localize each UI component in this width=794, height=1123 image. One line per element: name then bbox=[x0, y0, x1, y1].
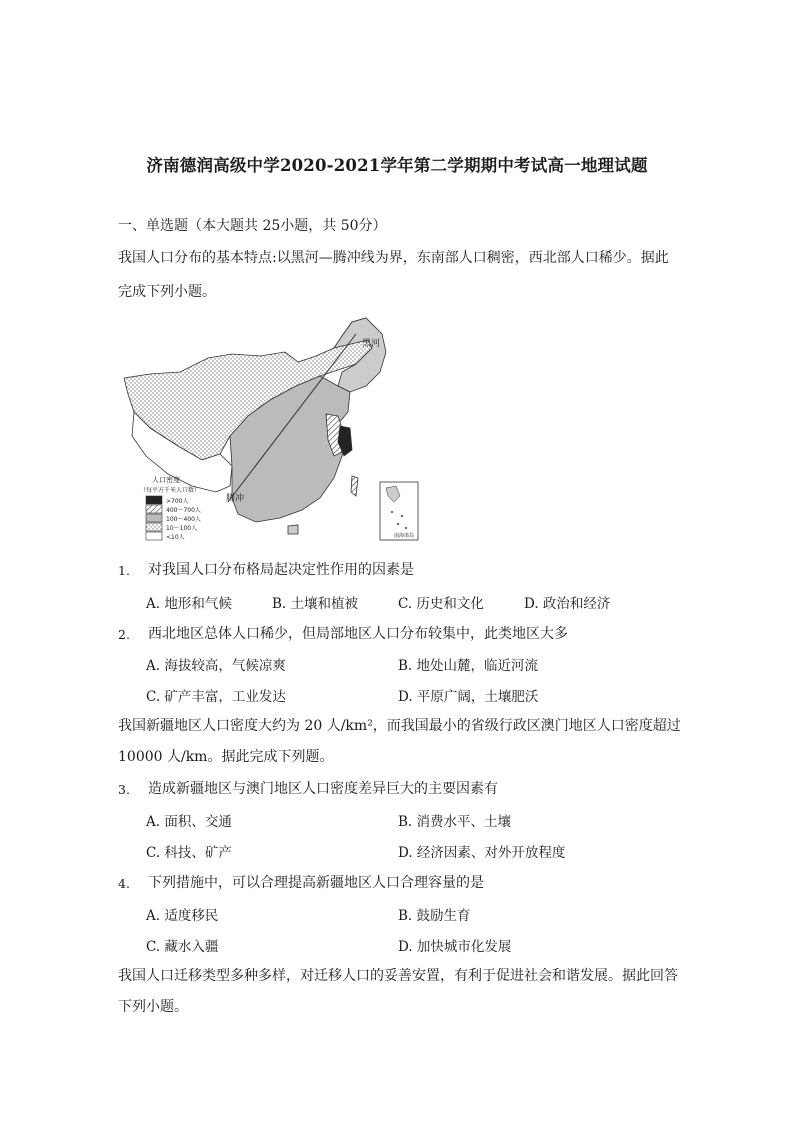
q1-option-b: B. 土壤和植被 bbox=[272, 596, 359, 612]
q2-option-d: D. 平原广阔，土壤肥沃 bbox=[398, 689, 539, 705]
inset-label: 南海诸岛 bbox=[394, 533, 415, 539]
legend-subtitle: （每平方千米人口数） bbox=[140, 487, 201, 494]
q4-stem: 下列措施中，可以合理提高新疆地区人口合理容量的是 bbox=[148, 875, 484, 891]
q2-stem: 西北地区总体人口稀少，但局部地区人口分布较集中，此类地区大多 bbox=[148, 626, 568, 642]
intro1-line2: 完成下列小题。 bbox=[118, 284, 216, 300]
q4-option-c: C. 藏水入疆 bbox=[146, 939, 219, 955]
legend-swatch-3 bbox=[146, 514, 162, 522]
q2-option-b: B. 地处山麓，临近河流 bbox=[398, 658, 539, 674]
q1-option-a: A. 地形和气候 bbox=[146, 596, 232, 612]
legend-item-2: 400～700人 bbox=[166, 507, 201, 514]
q1-number: 1. bbox=[118, 563, 130, 578]
q3-option-b: B. 消费水平、土壤 bbox=[398, 814, 512, 830]
south-china-sea-inset bbox=[380, 482, 418, 540]
q2-number: 2. bbox=[118, 627, 130, 642]
section-heading: 一、单选题（本大题共 25小题，共 50分） bbox=[118, 218, 387, 234]
q2-option-c: C. 矿产丰富，工业发达 bbox=[146, 689, 286, 705]
intro2-line1: 我国新疆地区人口密度大约为 20 人/km²，而我国最小的省级行政区澳门地区人口密度超过 bbox=[118, 718, 681, 734]
q4-option-d: D. 加快城市化发展 bbox=[398, 939, 512, 955]
q4-number: 4. bbox=[118, 876, 130, 891]
legend-item-3: 100～400人 bbox=[166, 516, 201, 523]
q4-option-a: A. 适度移民 bbox=[146, 908, 219, 924]
legend-title: 人口密度 bbox=[152, 476, 180, 484]
q3-option-d: D. 经济因素、对外开放程度 bbox=[398, 845, 566, 861]
q1-option-d: D. 政治和经济 bbox=[524, 596, 611, 612]
legend-swatch-5 bbox=[146, 532, 162, 540]
legend-item-1: >700人 bbox=[166, 498, 189, 505]
legend-swatch-4 bbox=[146, 523, 162, 531]
population-density-map bbox=[120, 316, 422, 547]
q1-stem: 对我国人口分布格局起决定性作用的因素是 bbox=[148, 562, 414, 578]
legend-item-4: 10～100人 bbox=[166, 525, 198, 532]
intro2-line2: 10000 人/km。据此完成下列题。 bbox=[118, 749, 334, 765]
intro1-line1: 我国人口分布的基本特点:以黑河—腾冲线为界，东南部人口稠密，西北部人口稀少。据此 bbox=[118, 250, 669, 266]
q3-option-a: A. 面积、交通 bbox=[146, 814, 232, 830]
tengchong-label: 腾冲 bbox=[226, 494, 245, 504]
china-map-figure bbox=[120, 316, 422, 547]
taiwan-island bbox=[351, 476, 358, 496]
legend-swatch-2 bbox=[146, 505, 162, 513]
q1-option-c: C. 历史和文化 bbox=[398, 596, 484, 612]
legend-item-5: <10人 bbox=[166, 534, 185, 541]
hainan-island bbox=[288, 525, 298, 534]
q4-option-b: B. 鼓励生育 bbox=[398, 908, 471, 924]
page-title: 济南德润高级中学2020-2021学年第二学期期中考试高一地理试题 bbox=[146, 156, 648, 175]
heihe-label: 黑河 bbox=[362, 339, 381, 349]
q3-number: 3. bbox=[118, 782, 130, 797]
q2-option-a: A. 海拔较高，气候凉爽 bbox=[146, 658, 286, 674]
q3-option-c: C. 科技、矿产 bbox=[146, 845, 232, 861]
legend-swatch-1 bbox=[146, 496, 162, 504]
intro3-line1: 我国人口迁移类型多种多样，对迁移人口的妥善安置，有利于促进社会和谐发展。据此回答 bbox=[118, 968, 678, 984]
q3-stem: 造成新疆地区与澳门地区人口密度差异巨大的主要因素有 bbox=[148, 781, 498, 797]
intro3-line2: 下列小题。 bbox=[118, 999, 188, 1015]
